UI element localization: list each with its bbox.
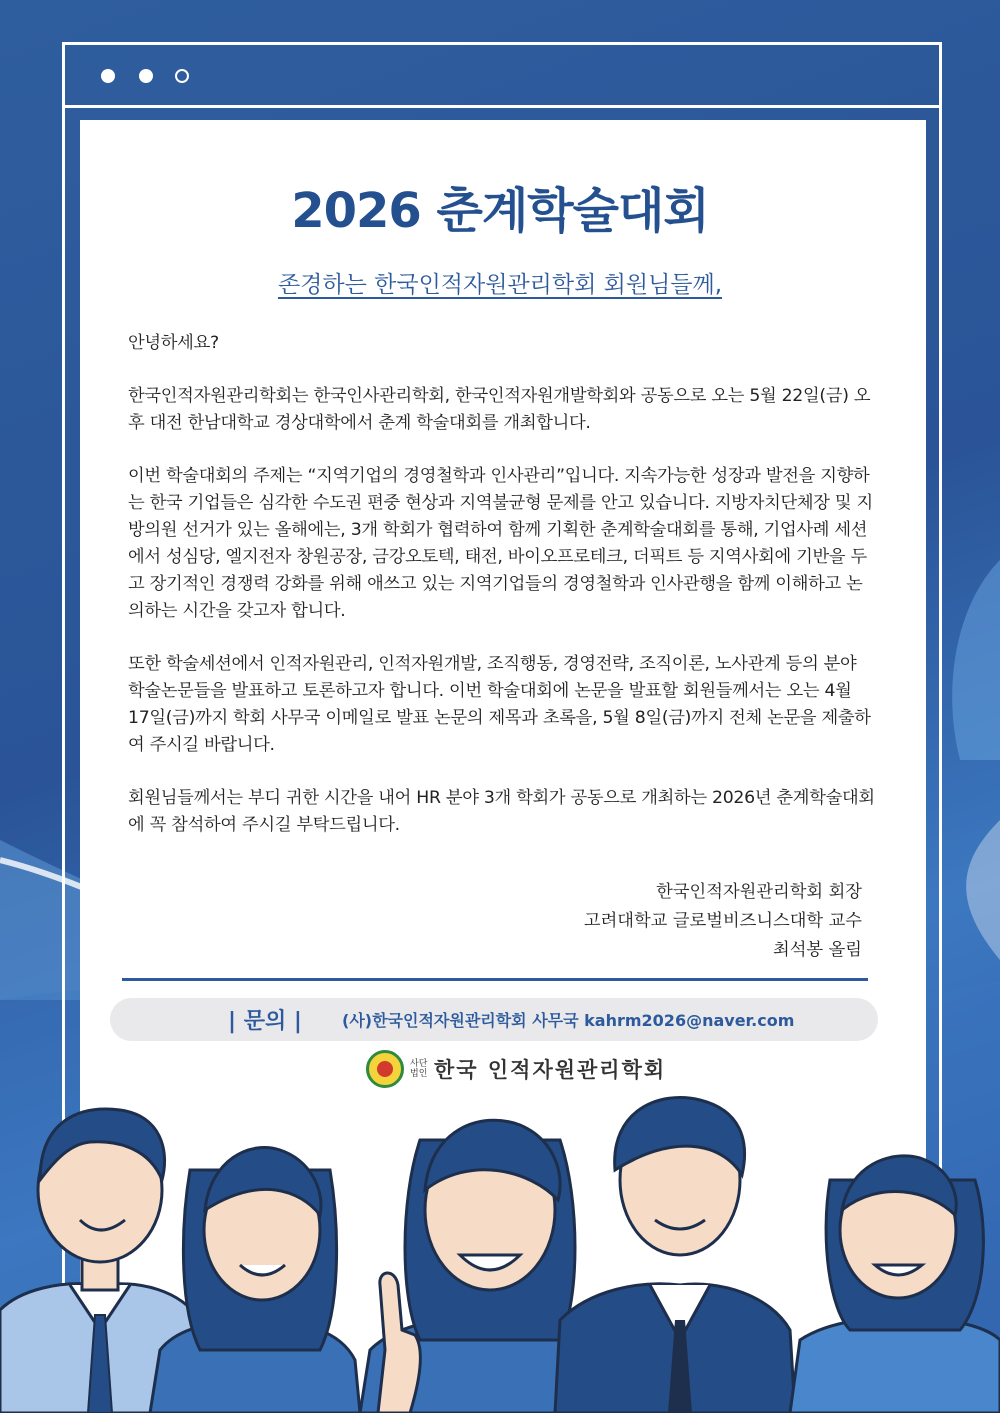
person-illustration [790, 1156, 1000, 1413]
person-illustration [150, 1148, 360, 1413]
window-titlebar [65, 45, 939, 108]
signature-name: 최석봉 올림 [773, 940, 862, 960]
logo-small-text: 사단법인 [410, 1059, 428, 1079]
greeting-paragraph: 안녕하세요? [128, 333, 219, 353]
window-dot-icon [101, 69, 115, 83]
logo-name: 한국 인적자원관리학회 [434, 1058, 667, 1082]
window-dot-icon [139, 69, 153, 83]
closing-paragraph: 회원님들께서는 부디 귀한 시간을 내어 HR 분야 3개 학회가 공동으로 개최하는 2026년 춘계학술대회에 꼭 참석하여 주시길 부탁드립니다. [128, 788, 875, 835]
contact-bar [110, 998, 878, 1041]
divider [122, 978, 868, 981]
letter-body [128, 330, 878, 865]
people-illustration [0, 1080, 1000, 1413]
contact-email-link[interactable]: (사)한국인적자원관리학회 사무국 kahrm2026@naver.com [342, 1011, 795, 1030]
theme-paragraph: 이번 학술대회의 주제는 “지역기업의 경영철학과 인사관리”입니다. 지속가능한 성장과 발전을 지향하는 한국 기업들은 심각한 수도권 편중 현상과 지역불균형 문제를 안고 있습니다. 지방자치단체장 및 지방의원 선거가 있는 올해에는, 3개 학회가 협력하여 함께 기획한 춘계학술대회를 통해, 기업사례 세션에서 성심당, 엘지전자 창원공장, 금강오토텍, 태전, 바이오프로테크, 더픽트 등 지역사회에 기반을 두고 장기적인 경쟁력 강화를 위해 애쓰고 있는 지역기업들의 경영철학과 인사관행을 함께 이해하고 논의하는 시간을 갖고자 합니다. [128, 466, 873, 621]
page-title: 2026 춘계학술대회 [291, 183, 709, 239]
submission-paragraph: 또한 학술세션에서 인적자원관리, 인적자원개발, 조직행동, 경영전략, 조직이론, 노사관계 등의 분야 학술논문들을 발표하고 토론하고자 합니다. 이번 학술대회에 논문을 발표할 회원들께서는 오는 4월 17일(금)까지 학회 사무국 이메일로 발표 논문의 제목과 초록을, 5월 8일(금)까지 전체 논문을 제출하여 주시길 바랍니다. [128, 654, 871, 755]
signature-affiliation: 고려대학교 글로벌비즈니스대학 교수 [583, 911, 862, 931]
contact-label: | 문의 | [228, 1009, 302, 1034]
person-illustration [555, 1098, 795, 1413]
signature-title: 한국인적자원관리학회 회장 [656, 882, 862, 902]
window-dot-outline-icon [175, 69, 189, 83]
event-paragraph: 한국인적자원관리학회는 한국인사관리학회, 한국인적자원개발학회와 공동으로 오는 5월 22일(금) 오후 대전 한남대학교 경상대학에서 춘계 학술대회를 개최합니다. [128, 386, 871, 433]
signature-block [584, 878, 862, 965]
salutation: 존경하는 한국인적자원관리학회 회원님들께, [277, 272, 723, 298]
